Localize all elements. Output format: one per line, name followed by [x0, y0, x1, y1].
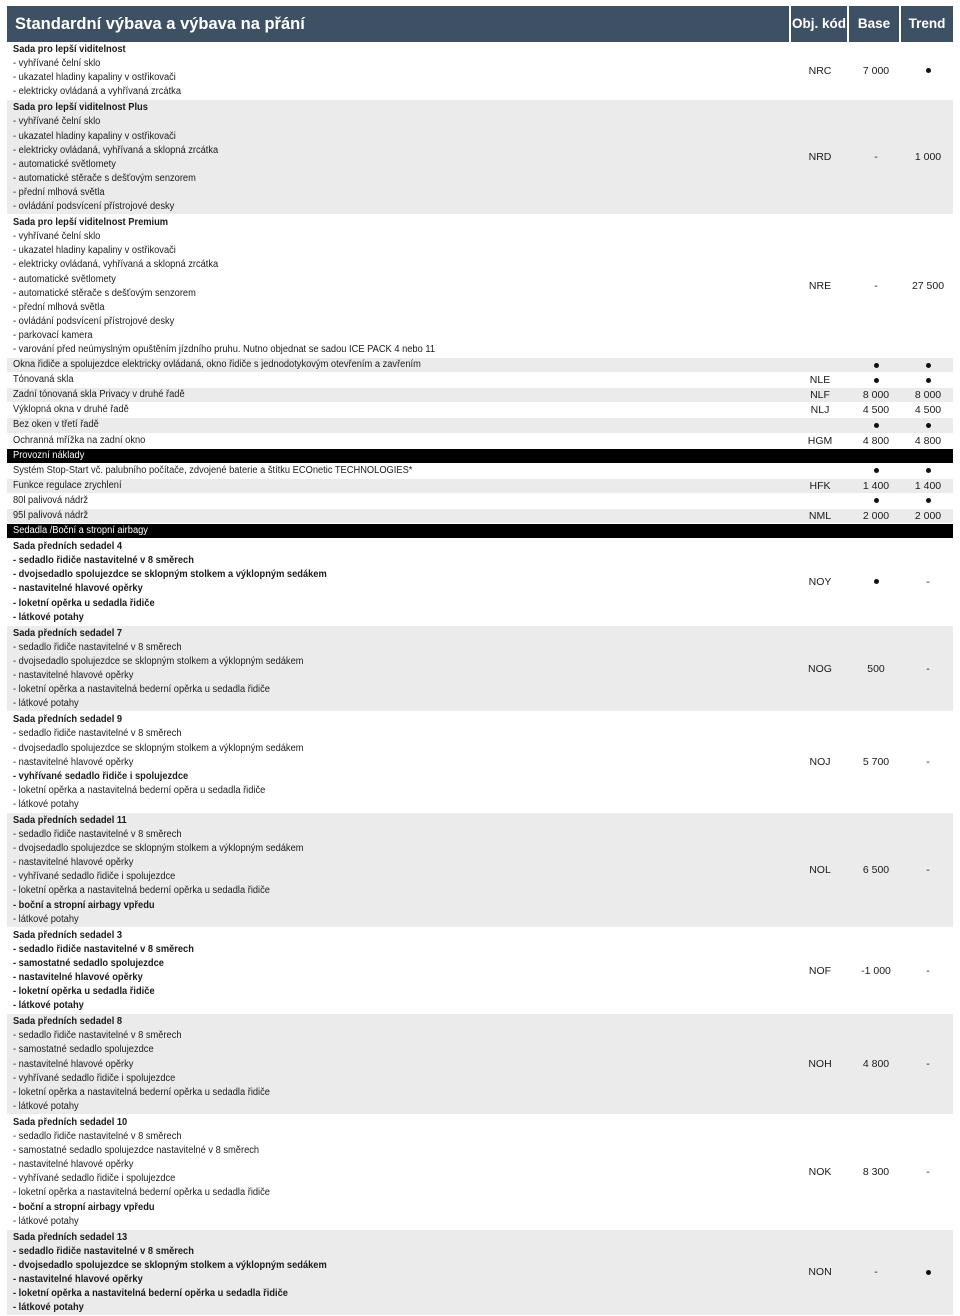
row-feature-line: - nastavitelné hlavové opěrky [13, 972, 143, 983]
row-feature-line: - látkové potahy [13, 611, 84, 623]
row-description [7, 1231, 787, 1316]
row-feature-line: - vyhřívané sedadlo řidiče i spolujezdce [13, 871, 176, 883]
order-code-cell-value: NLJ [810, 404, 830, 417]
row-description [7, 929, 787, 1014]
section-header-row [7, 524, 953, 539]
trend-price-cell [903, 449, 953, 463]
row-description [7, 713, 787, 812]
order-code-cell [795, 434, 845, 448]
trend-price-cell-value: 1 400 [914, 479, 942, 492]
base-price-cell [849, 418, 903, 432]
trend-price-cell-value: 1 000 [914, 151, 942, 164]
trend-price-cell [903, 813, 953, 927]
trend-price-cell-value: 8 000 [914, 389, 942, 402]
row-title: Bez oken v třetí řadě [13, 419, 99, 431]
page-title: Standardní výbava a výbava na přání [7, 6, 789, 42]
table-row [7, 813, 953, 928]
table-row [7, 418, 953, 433]
row-feature-line: - sedadlo řidiče nastavitelné v 8 směrech [13, 1245, 194, 1257]
row-feature-line: - samostatné sedadlo spolujezdce nastavitelné v 8 směrech [13, 1145, 260, 1157]
row-title: Sada pro lepší viditelnost Premium [13, 217, 169, 229]
row-feature-line: - loketní opěrka a nastavitelná bederní opěrka u sedadla řidiče [13, 1086, 270, 1098]
row-feature-line: - nastavitelné hlavové opěrky [13, 1273, 143, 1285]
standard-equipment-dot-icon [926, 378, 931, 383]
base-price-cell-value: 4 800 [862, 1058, 890, 1071]
base-price-cell-value: 8 300 [862, 1165, 890, 1178]
order-code-cell [795, 358, 845, 372]
row-description [7, 101, 787, 214]
column-header-code: Obj. kód [791, 6, 847, 42]
row-title: Okna řidiče a spolujezdce elektricky ovládaná, okno řidiče s jednodotykovým otevřením a zavřením [13, 359, 421, 371]
base-price-cell [849, 215, 903, 357]
table-row [7, 509, 953, 524]
standard-equipment-dot-icon [874, 378, 879, 383]
row-title: Sada předních sedadel 10 [13, 1116, 128, 1128]
order-code-cell [795, 418, 845, 432]
table-row [7, 1115, 953, 1230]
order-code-cell [795, 1230, 845, 1316]
table-row [7, 539, 953, 626]
row-title: Sada pro lepší viditelnost [13, 44, 126, 55]
trend-price-cell [903, 712, 953, 812]
row-feature-line: - automatické světlomety [13, 158, 116, 170]
trend-price-cell [903, 388, 953, 402]
row-feature-line: - ukazatel hladiny kapaliny v ostřikovači [13, 72, 176, 84]
row-description [7, 464, 787, 478]
standard-equipment-dot-icon [874, 468, 879, 473]
row-feature-line: - sedadlo řidiče nastavitelné v 8 směrech [13, 1131, 182, 1143]
row-feature-line: - látkové potahy [13, 1302, 84, 1314]
row-description [7, 1116, 787, 1229]
trend-price-cell-value: 4 500 [914, 404, 942, 417]
row-feature-line: - loketní opěrka a nastavitelná bederní opěrka u sedadla řidiče [13, 684, 270, 696]
trend-price-cell [903, 1230, 953, 1316]
order-code-cell [795, 388, 845, 402]
order-code-cell [795, 403, 845, 417]
order-code-cell-value: NOK [808, 1165, 832, 1178]
column-header-base: Base [849, 6, 899, 42]
table-row [7, 434, 953, 449]
order-code-cell [795, 626, 845, 712]
table-header [7, 6, 953, 42]
trend-price-cell-value: - [926, 575, 930, 588]
trend-price-cell-value: - [926, 756, 930, 769]
row-feature-line: - automatické stěrače s dešťovým senzorem [13, 172, 196, 184]
row-description [7, 373, 787, 387]
row-feature-line: - ovládání podsvícení přístrojové desky [13, 201, 175, 213]
order-code-cell-value: NOJ [809, 756, 831, 769]
trend-price-cell [903, 434, 953, 448]
standard-equipment-dot-icon [874, 363, 879, 368]
standard-equipment-dot-icon [926, 363, 931, 368]
row-title: Zadní tónovaná skla Privacy v druhé řadě [13, 389, 185, 401]
row-title: Systém Stop-Start vč. palubního počítače, zdvojené baterie a štítku ECOnetic TECHNOLOGIES* [13, 464, 413, 476]
order-code-cell-value: HFK [809, 479, 831, 492]
row-title: Sada předních sedadel 13 [13, 1231, 128, 1243]
table-row [7, 215, 953, 358]
row-title: Sada předních sedadel 9 [13, 714, 123, 726]
row-feature-line: - varování před neúmyslným opuštěním jízdního pruhu. Nutno objednat se sadou ICE PACK 4 nebo 11 [13, 343, 436, 355]
order-code-cell [795, 524, 845, 538]
base-price-cell-value: 4 500 [862, 404, 890, 417]
row-feature-line: - automatické světlomety [13, 273, 116, 285]
base-price-cell-value: 7 000 [862, 64, 890, 77]
row-title: Sada předních sedadel 11 [13, 814, 127, 826]
row-description [7, 540, 787, 625]
row-feature-line: - látkové potahy [13, 913, 79, 925]
base-price-cell [849, 1115, 903, 1229]
trend-price-cell [903, 373, 953, 387]
order-code-cell-value: NON [808, 1266, 832, 1279]
row-feature-line: - přední mlhová světla [13, 301, 105, 313]
standard-equipment-dot-icon [874, 579, 879, 584]
trend-price-cell [903, 215, 953, 357]
order-code-cell [795, 215, 845, 357]
row-feature-line: - sedadlo řidiče nastavitelné v 8 směrech [13, 555, 194, 567]
row-description [7, 388, 787, 402]
base-price-cell-value: 5 700 [862, 756, 890, 769]
table-row [7, 479, 953, 494]
trend-price-cell [903, 358, 953, 372]
section-header-row [7, 449, 953, 464]
base-price-cell [849, 388, 903, 402]
column-header-trend: Trend [901, 6, 953, 42]
row-feature-line: - elektricky ovládaná a vyhřívaná zrcátka [13, 86, 181, 98]
order-code-cell [795, 464, 845, 478]
trend-price-cell-value: - [926, 1165, 930, 1178]
row-feature-line: - nastavitelné hlavové opěrky [13, 756, 134, 768]
base-price-cell [849, 509, 903, 523]
row-feature-line: - dvojsedadlo spolujezdce se sklopným stolkem a výklopným sedákem [13, 569, 327, 581]
row-feature-line: - látkové potahy [13, 798, 79, 810]
row-feature-line: - ukazatel hladiny kapaliny v ostřikovači [13, 245, 176, 257]
base-price-cell [849, 358, 903, 372]
base-price-cell [849, 479, 903, 493]
row-title: Výklopná okna v druhé řadě [13, 404, 129, 416]
row-feature-line: - loketní opěrka u sedadla řidiče [13, 986, 155, 998]
row-description [7, 1015, 787, 1114]
row-feature-line: - dvojsedadlo spolujezdce se sklopným stolkem a výklopným sedákem [13, 843, 304, 855]
trend-price-cell-value: 2 000 [914, 510, 942, 523]
base-price-cell [849, 813, 903, 927]
row-feature-line: - sedadlo řidiče nastavitelné v 8 směrech [13, 943, 194, 955]
standard-equipment-dot-icon [926, 1270, 931, 1275]
trend-price-cell [903, 928, 953, 1014]
row-description [7, 627, 787, 712]
row-feature-line: - loketní opěrka a nastavitelná bederní opěrka u sedadla řidiče [13, 885, 270, 897]
row-feature-line: - loketní opěrka a nastavitelná bederní opěrka u sedadla řidiče [13, 1187, 270, 1199]
row-feature-line: - loketní opěrka a nastavitelná bederní opěrka u sedadla řidiče [13, 1288, 288, 1300]
order-code-cell-value: NRC [808, 64, 832, 77]
trend-price-cell-value: - [926, 1058, 930, 1071]
table-row [7, 1014, 953, 1115]
trend-price-cell-value: 27 500 [911, 280, 945, 293]
standard-equipment-dot-icon [874, 498, 879, 503]
trend-price-cell [903, 42, 953, 99]
row-description [7, 418, 787, 432]
row-feature-line: - přední mlhová světla [13, 186, 105, 198]
order-code-cell [795, 494, 845, 508]
base-price-cell-value: 8 000 [862, 389, 890, 402]
row-feature-line: - vyhřívané čelní sklo [13, 231, 101, 243]
order-code-cell-value: NRE [808, 280, 832, 293]
order-code-cell [795, 479, 845, 493]
order-code-cell [795, 1115, 845, 1229]
row-title: Sada předních sedadel 4 [13, 541, 123, 553]
table-row [7, 42, 953, 100]
row-feature-line: - parkovací kamera [13, 329, 93, 341]
row-title: Ochranná mřížka na zadní okno [13, 434, 146, 446]
row-feature-line: - nastavitelné hlavové opěrky [13, 583, 143, 595]
base-price-cell-value: - [874, 151, 878, 164]
row-title: Provozní náklady [13, 449, 85, 461]
row-feature-line: - ukazatel hladiny kapaliny v ostřikovači [13, 130, 176, 142]
standard-equipment-dot-icon [926, 498, 931, 503]
row-feature-line: - ovládání podsvícení přístrojové desky [13, 315, 175, 327]
trend-price-cell-value: - [926, 863, 930, 876]
trend-price-cell [903, 403, 953, 417]
row-feature-line: - sedadlo řidiče nastavitelné v 8 směrech [13, 641, 182, 653]
row-feature-line: - samostatné sedadlo spolujezdce [13, 957, 164, 969]
base-price-cell [849, 42, 903, 99]
order-code-cell-value: NRD [808, 151, 832, 164]
base-price-cell [849, 373, 903, 387]
row-title: Sada pro lepší viditelnost Plus [13, 102, 148, 114]
row-description [7, 216, 787, 357]
order-code-cell-value: NLE [809, 374, 831, 387]
row-title: Sada předních sedadel 8 [13, 1016, 123, 1028]
row-title: Tónovaná skla [13, 374, 74, 386]
row-feature-line: - látkové potahy [13, 1100, 79, 1112]
row-feature-line: - látkové potahy [13, 1215, 79, 1227]
trend-price-cell [903, 479, 953, 493]
row-feature-line: - sedadlo řidiče nastavitelné v 8 směrech [13, 829, 182, 841]
standard-equipment-dot-icon [926, 423, 931, 428]
row-description [7, 494, 787, 508]
trend-price-cell [903, 509, 953, 523]
row-description [7, 814, 787, 927]
row-feature-line: - vyhřívané čelní sklo [13, 58, 101, 70]
row-feature-line: - elektricky ovládaná, vyhřívaná a sklopná zrcátka [13, 259, 219, 271]
order-code-cell-value: NOL [809, 863, 831, 876]
trend-price-cell-value: - [926, 964, 930, 977]
base-price-cell [849, 403, 903, 417]
row-description [7, 479, 787, 493]
order-code-cell [795, 42, 845, 99]
trend-price-cell [903, 1014, 953, 1114]
base-price-cell-value: 500 [867, 662, 885, 675]
table-row [7, 464, 953, 479]
order-code-cell [795, 712, 845, 812]
row-feature-line: - nastavitelné hlavové opěrky [13, 670, 134, 682]
row-feature-line: - boční a stropní airbagy vpředu [13, 899, 155, 911]
base-price-cell [849, 539, 903, 625]
order-code-cell-value: NOY [808, 575, 832, 588]
row-feature-line: - samostatné sedadlo spolujezdce [13, 1044, 154, 1056]
row-feature-line: - automatické stěrače s dešťovým senzorem [13, 287, 196, 299]
row-feature-line: - loketní opěrka a nastavitelná bederní opěra u sedadla řidiče [13, 784, 266, 796]
order-code-cell-value: NOH [808, 1058, 832, 1071]
standard-equipment-dot-icon [874, 423, 879, 428]
table-row [7, 1230, 953, 1316]
row-description [7, 43, 787, 99]
row-feature-line: - vyhřívané sedadlo řidiče i spolujezdce [13, 770, 189, 782]
table-row [7, 403, 953, 418]
order-code-cell [795, 539, 845, 625]
order-code-cell [795, 373, 845, 387]
base-price-cell-value: -1 000 [861, 964, 891, 977]
base-price-cell [849, 434, 903, 448]
order-code-cell-value: NOF [808, 964, 832, 977]
row-description [7, 434, 787, 448]
trend-price-cell [903, 524, 953, 538]
trend-price-cell-value: - [926, 662, 930, 675]
base-price-cell [849, 626, 903, 712]
table-row [7, 626, 953, 713]
row-feature-line: - vyhřívané čelní sklo [13, 116, 101, 128]
table-row [7, 712, 953, 813]
order-code-cell-value: NML [808, 510, 832, 523]
row-title: 80l palivová nádrž [13, 494, 88, 506]
base-price-cell [849, 494, 903, 508]
row-feature-line: - sedadlo řidiče nastavitelné v 8 směrech [13, 728, 182, 740]
row-title: Sada předních sedadel 7 [13, 627, 123, 639]
row-feature-line: - sedadlo řidiče nastavitelné v 8 směrech [13, 1030, 182, 1042]
row-feature-line: - látkové potahy [13, 698, 79, 710]
order-code-cell [795, 813, 845, 927]
base-price-cell-value: 1 400 [862, 479, 890, 492]
row-feature-line: - nastavitelné hlavové opěrky [13, 1159, 134, 1171]
trend-price-cell [903, 1115, 953, 1229]
row-description [7, 524, 787, 538]
row-feature-line: - elektricky ovládaná, vyhřívaná a sklopná zrcátka [13, 144, 219, 156]
row-feature-line: - látkové potahy [13, 1000, 84, 1012]
row-title: Sada předních sedadel 3 [13, 929, 123, 941]
order-code-cell-value: NLF [810, 389, 830, 402]
order-code-cell [795, 1014, 845, 1114]
trend-price-cell [903, 626, 953, 712]
base-price-cell-value: 6 500 [862, 863, 890, 876]
order-code-cell [795, 928, 845, 1014]
base-price-cell [849, 1230, 903, 1316]
table-row [7, 388, 953, 403]
row-feature-line: - dvojsedadlo spolujezdce se sklopným stolkem a výklopným sedákem [13, 1259, 327, 1271]
base-price-cell-value: - [874, 280, 878, 293]
base-price-cell-value: 4 800 [862, 434, 890, 447]
base-price-cell [849, 464, 903, 478]
trend-price-cell [903, 539, 953, 625]
order-code-cell [795, 509, 845, 523]
table-row [7, 373, 953, 388]
row-feature-line: - loketní opěrka u sedadla řidiče [13, 597, 155, 609]
table-row [7, 100, 953, 215]
table-row [7, 928, 953, 1015]
row-feature-line: - nastavitelné hlavové opěrky [13, 1058, 134, 1070]
base-price-cell [849, 524, 903, 538]
row-description [7, 449, 787, 463]
row-feature-line: - dvojsedadlo spolujezdce se sklopným stolkem a výklopným sedákem [13, 655, 304, 667]
base-price-cell [849, 928, 903, 1014]
base-price-cell-value: - [874, 1266, 878, 1279]
row-description [7, 403, 787, 417]
trend-price-cell [903, 464, 953, 478]
row-feature-line: - nastavitelné hlavové opěrky [13, 857, 134, 869]
order-code-cell-value: HGM [807, 434, 833, 447]
row-feature-line: - vyhřívané sedadlo řidiče i spolujezdce [13, 1072, 176, 1084]
row-feature-line: - vyhřívané sedadlo řidiče i spolujezdce [13, 1173, 176, 1185]
base-price-cell [849, 1014, 903, 1114]
trend-price-cell-value: 4 800 [914, 434, 942, 447]
trend-price-cell [903, 100, 953, 214]
base-price-cell [849, 100, 903, 214]
row-title: 95l palivová nádrž [13, 510, 88, 521]
order-code-cell-value: NOG [808, 662, 832, 675]
table-row [7, 494, 953, 509]
row-title: Sedadla /Boční a stropní airbagy [13, 525, 148, 537]
equipment-table [7, 42, 953, 1316]
trend-price-cell [903, 494, 953, 508]
base-price-cell-value: 2 000 [862, 510, 890, 523]
order-code-cell [795, 449, 845, 463]
order-code-cell [795, 100, 845, 214]
row-description [7, 509, 787, 523]
base-price-cell [849, 449, 903, 463]
trend-price-cell [903, 418, 953, 432]
standard-equipment-dot-icon [926, 68, 931, 73]
row-title: Funkce regulace zrychlení [13, 479, 122, 491]
row-description [7, 358, 787, 372]
row-feature-line: - dvojsedadlo spolujezdce se sklopným stolkem a výklopným sedákem [13, 742, 304, 754]
row-feature-line: - boční a stropní airbagy vpředu [13, 1201, 155, 1213]
base-price-cell [849, 712, 903, 812]
standard-equipment-dot-icon [926, 468, 931, 473]
table-row [7, 358, 953, 373]
